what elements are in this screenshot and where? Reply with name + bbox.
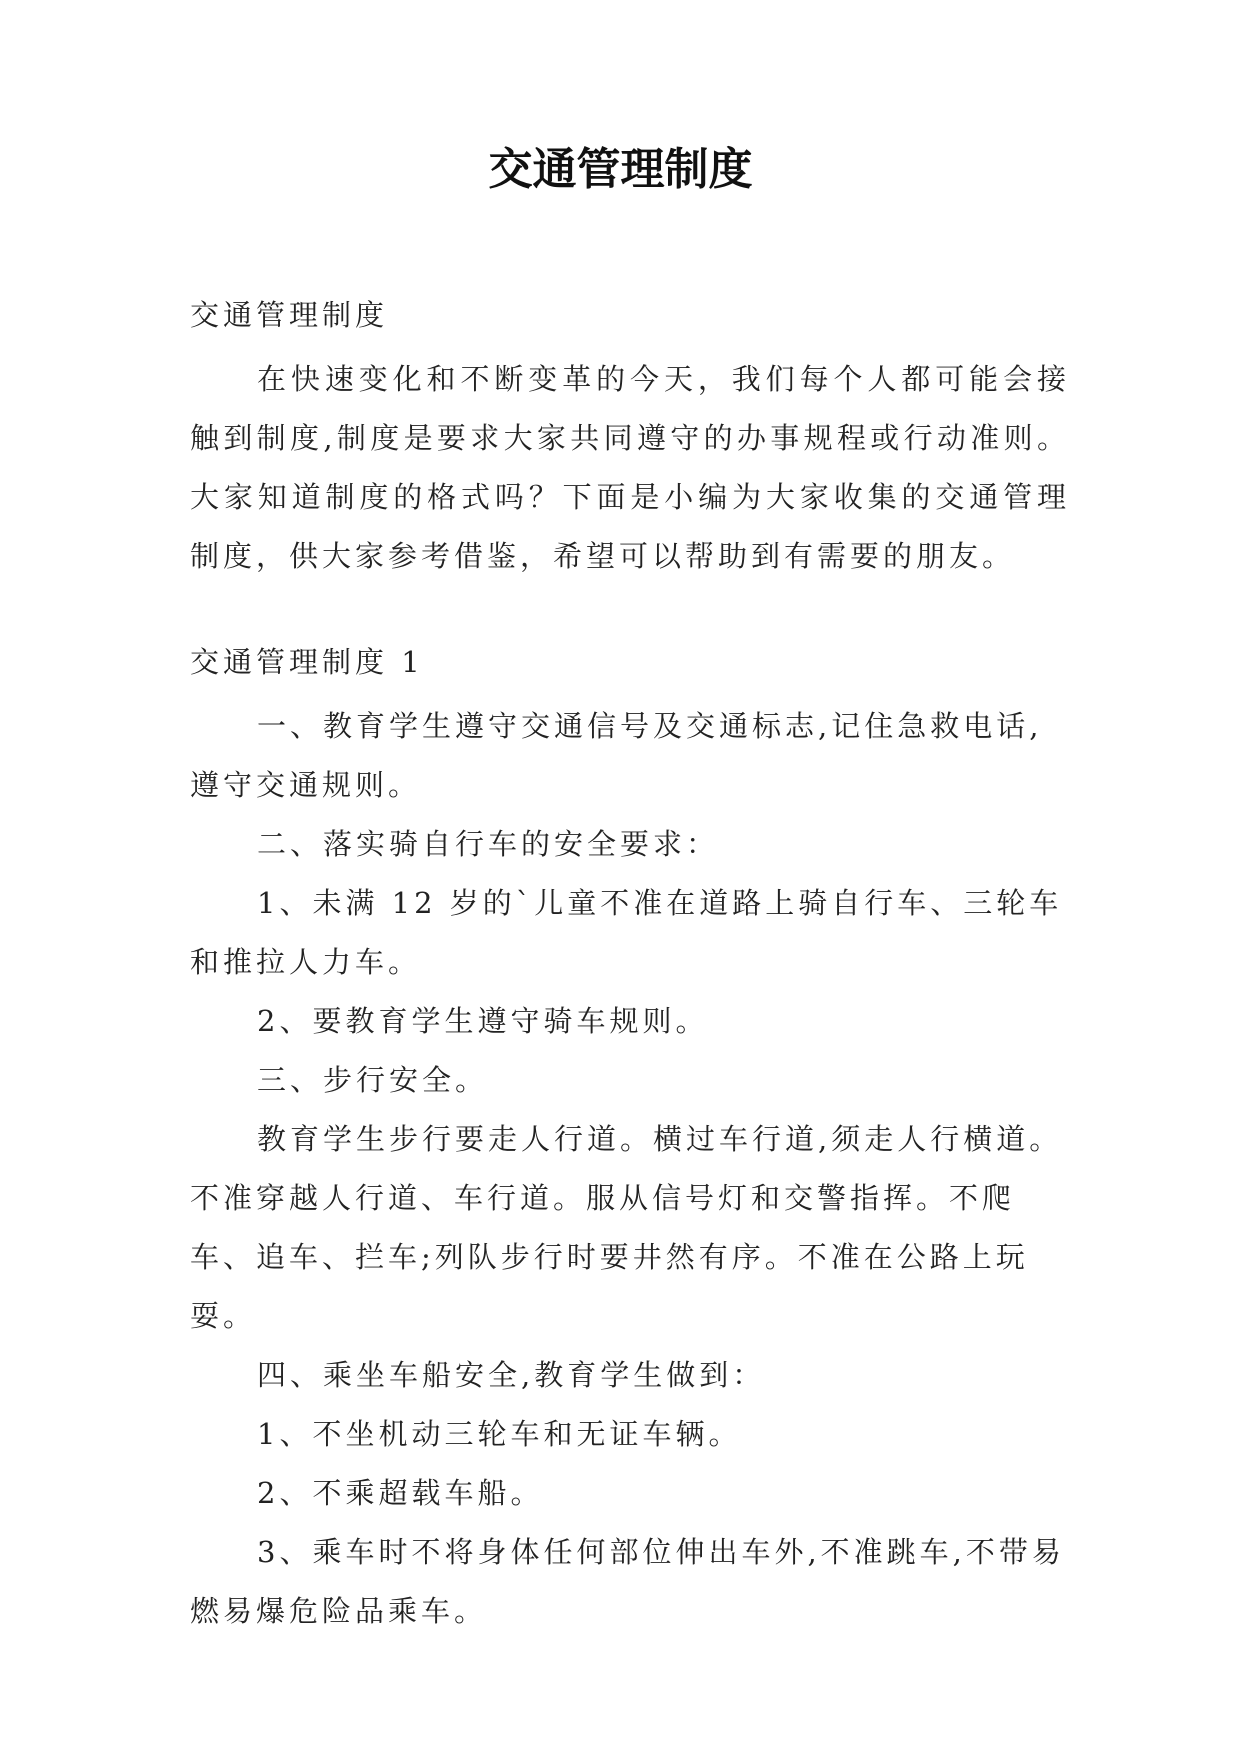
- rule-paragraph: 2、要教育学生遵守骑车规则。: [257, 1004, 709, 1038]
- document-title: 交通管理制度: [488, 144, 753, 195]
- rule-paragraph: 二、落实骑自行车的安全要求：: [257, 827, 720, 861]
- intro-paragraph: 在快速变化和不断变革的今天，我们每个人都可能会接触到制度,制度是要求大家共同遵守的办事规程或行动准则。大家知道制度的格式吗？下面是小编为大家收集的交通管理制度，供大家参考借鉴，希望可以帮助到有需要的朋友。: [190, 362, 1070, 573]
- rule-paragraph: 一、教育学生遵守交通信号及交通标志,记住急救电话,遵守交通规则。: [190, 709, 1043, 802]
- part-heading: 交通管理制度 1: [190, 645, 424, 679]
- rule-paragraph: 四、乘坐车船安全,教育学生做到：: [257, 1358, 766, 1392]
- rule-paragraph: 3、乘车时不将身体任何部位伸出车外,不准跳车,不带易燃易爆危险品乘车。: [190, 1535, 1065, 1628]
- part-content: [190, 697, 1070, 1641]
- section-heading: 交通管理制度: [190, 298, 389, 332]
- rule-paragraph: 教育学生步行要走人行道。横过车行道,须走人行横道。不准穿越人行道、车行道。服从信号灯和交警指挥。不爬车、追车、拦车;列队步行时要井然有序。不准在公路上玩耍。: [190, 1122, 1063, 1333]
- rule-paragraph: 三、步行安全。: [257, 1063, 489, 1097]
- rule-paragraph: 1、不坐机动三轮车和无证车辆。: [257, 1417, 742, 1451]
- rule-paragraph: 1、未满 12 岁的`儿童不准在道路上骑自行车、三轮车和推拉人力车。: [190, 886, 1063, 979]
- rule-paragraph: 2、不乘超载车船。: [257, 1476, 544, 1510]
